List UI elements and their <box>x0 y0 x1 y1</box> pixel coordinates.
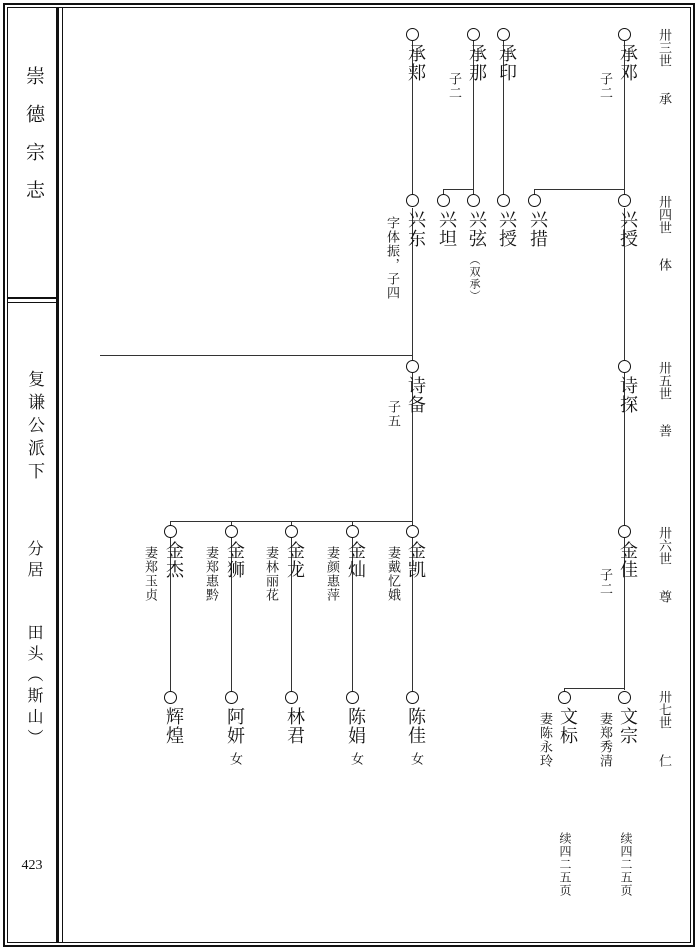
residence-label: 分居 <box>25 540 44 582</box>
person-name: 文宗 <box>617 707 638 745</box>
person-name: 承邓 <box>617 44 638 82</box>
generation-label: 卅五世 <box>656 361 671 400</box>
person-name: 兴授 <box>496 210 517 248</box>
person-note: 妻郑秀清 <box>597 712 612 768</box>
person-marker <box>618 691 631 704</box>
person-name: 金凯 <box>405 541 426 579</box>
person-note: 子二 <box>597 72 612 100</box>
person-marker <box>406 525 419 538</box>
continuation-note: 续四二五页 <box>558 832 572 897</box>
page-number: 423 <box>21 858 43 873</box>
person-note: 妻林丽花 <box>263 546 278 602</box>
person-note: 妻陈永玲 <box>537 712 552 768</box>
person-marker <box>406 360 419 373</box>
person-note: 妻颜惠萍 <box>324 546 339 602</box>
person-name: 兴措 <box>527 210 548 248</box>
person-marker <box>618 525 631 538</box>
person-marker <box>558 691 571 704</box>
person-marker <box>164 525 177 538</box>
person-note: 女 <box>408 752 423 766</box>
person-marker <box>467 28 480 41</box>
person-name: 承印 <box>496 44 517 82</box>
generation-virtue: 承 <box>656 92 671 105</box>
person-marker <box>467 194 480 207</box>
person-note: 女 <box>348 752 363 766</box>
person-name: 诗备 <box>405 376 426 414</box>
person-note: （双承） <box>468 254 481 302</box>
person-name: 阿妍 <box>224 707 245 745</box>
page-border-inner <box>7 7 691 943</box>
generation-label: 卅六世 <box>656 526 671 565</box>
person-marker <box>346 691 359 704</box>
lineage-line <box>443 189 474 190</box>
person-marker <box>437 194 450 207</box>
person-marker <box>528 194 541 207</box>
person-name: 陈娟 <box>345 707 366 745</box>
person-marker <box>225 691 238 704</box>
person-marker <box>497 28 510 41</box>
generation-virtue: 善 <box>656 424 671 437</box>
person-name: 金杰 <box>163 541 184 579</box>
person-name: 兴弦 <box>466 210 487 248</box>
generation-virtue: 尊 <box>656 590 671 603</box>
lineage-line <box>100 355 413 356</box>
person-marker <box>618 360 631 373</box>
person-note: 子二 <box>446 72 461 100</box>
person-note: 子二 <box>597 568 612 596</box>
person-marker <box>406 194 419 207</box>
person-marker <box>406 691 419 704</box>
person-note: 子五 <box>385 400 400 428</box>
person-marker <box>497 194 510 207</box>
sidebar-section-divider-thin <box>7 302 56 303</box>
residence-place: 田头（斯山） <box>25 624 44 750</box>
person-marker <box>406 28 419 41</box>
person-name: 辉煌 <box>163 707 184 745</box>
person-marker <box>285 525 298 538</box>
generation-virtue: 体 <box>656 258 671 271</box>
person-name: 金狮 <box>224 541 245 579</box>
person-name: 林君 <box>284 707 305 745</box>
person-note: 字体振，子四 <box>384 216 399 300</box>
person-name: 金龙 <box>284 541 305 579</box>
sidebar-divider <box>56 7 59 943</box>
person-marker <box>164 691 177 704</box>
person-note: 妻戴忆娥 <box>385 546 400 602</box>
person-marker <box>618 194 631 207</box>
person-note: 妻郑玉贞 <box>142 546 157 602</box>
person-marker <box>346 525 359 538</box>
person-name: 陈佳 <box>405 707 426 745</box>
sidebar-divider-thin <box>62 7 63 943</box>
person-name: 兴授 <box>617 210 638 248</box>
person-name: 承那 <box>466 44 487 82</box>
person-note: 女 <box>227 752 242 766</box>
person-note: 妻郑惠黔 <box>203 546 218 602</box>
person-name: 文标 <box>557 707 578 745</box>
generation-label: 卅七世 <box>656 690 671 729</box>
person-name: 承郏 <box>405 44 426 82</box>
branch-title: 复谦公派下 <box>24 370 44 485</box>
person-name: 诗探 <box>617 376 638 414</box>
continuation-note: 续四二五页 <box>619 832 633 897</box>
book-title: 崇德宗志 <box>23 66 45 218</box>
person-marker <box>285 691 298 704</box>
lineage-line <box>534 189 625 190</box>
generation-label: 卅三世 <box>656 28 671 67</box>
person-name: 金佳 <box>617 541 638 579</box>
sidebar-section-divider <box>7 297 56 299</box>
person-name: 金灿 <box>345 541 366 579</box>
generation-virtue: 仁 <box>656 754 671 767</box>
lineage-line <box>564 688 625 689</box>
generation-label: 卅四世 <box>656 195 671 234</box>
person-marker <box>618 28 631 41</box>
person-marker <box>225 525 238 538</box>
person-name: 兴坦 <box>436 210 457 248</box>
person-name: 兴东 <box>405 210 426 248</box>
